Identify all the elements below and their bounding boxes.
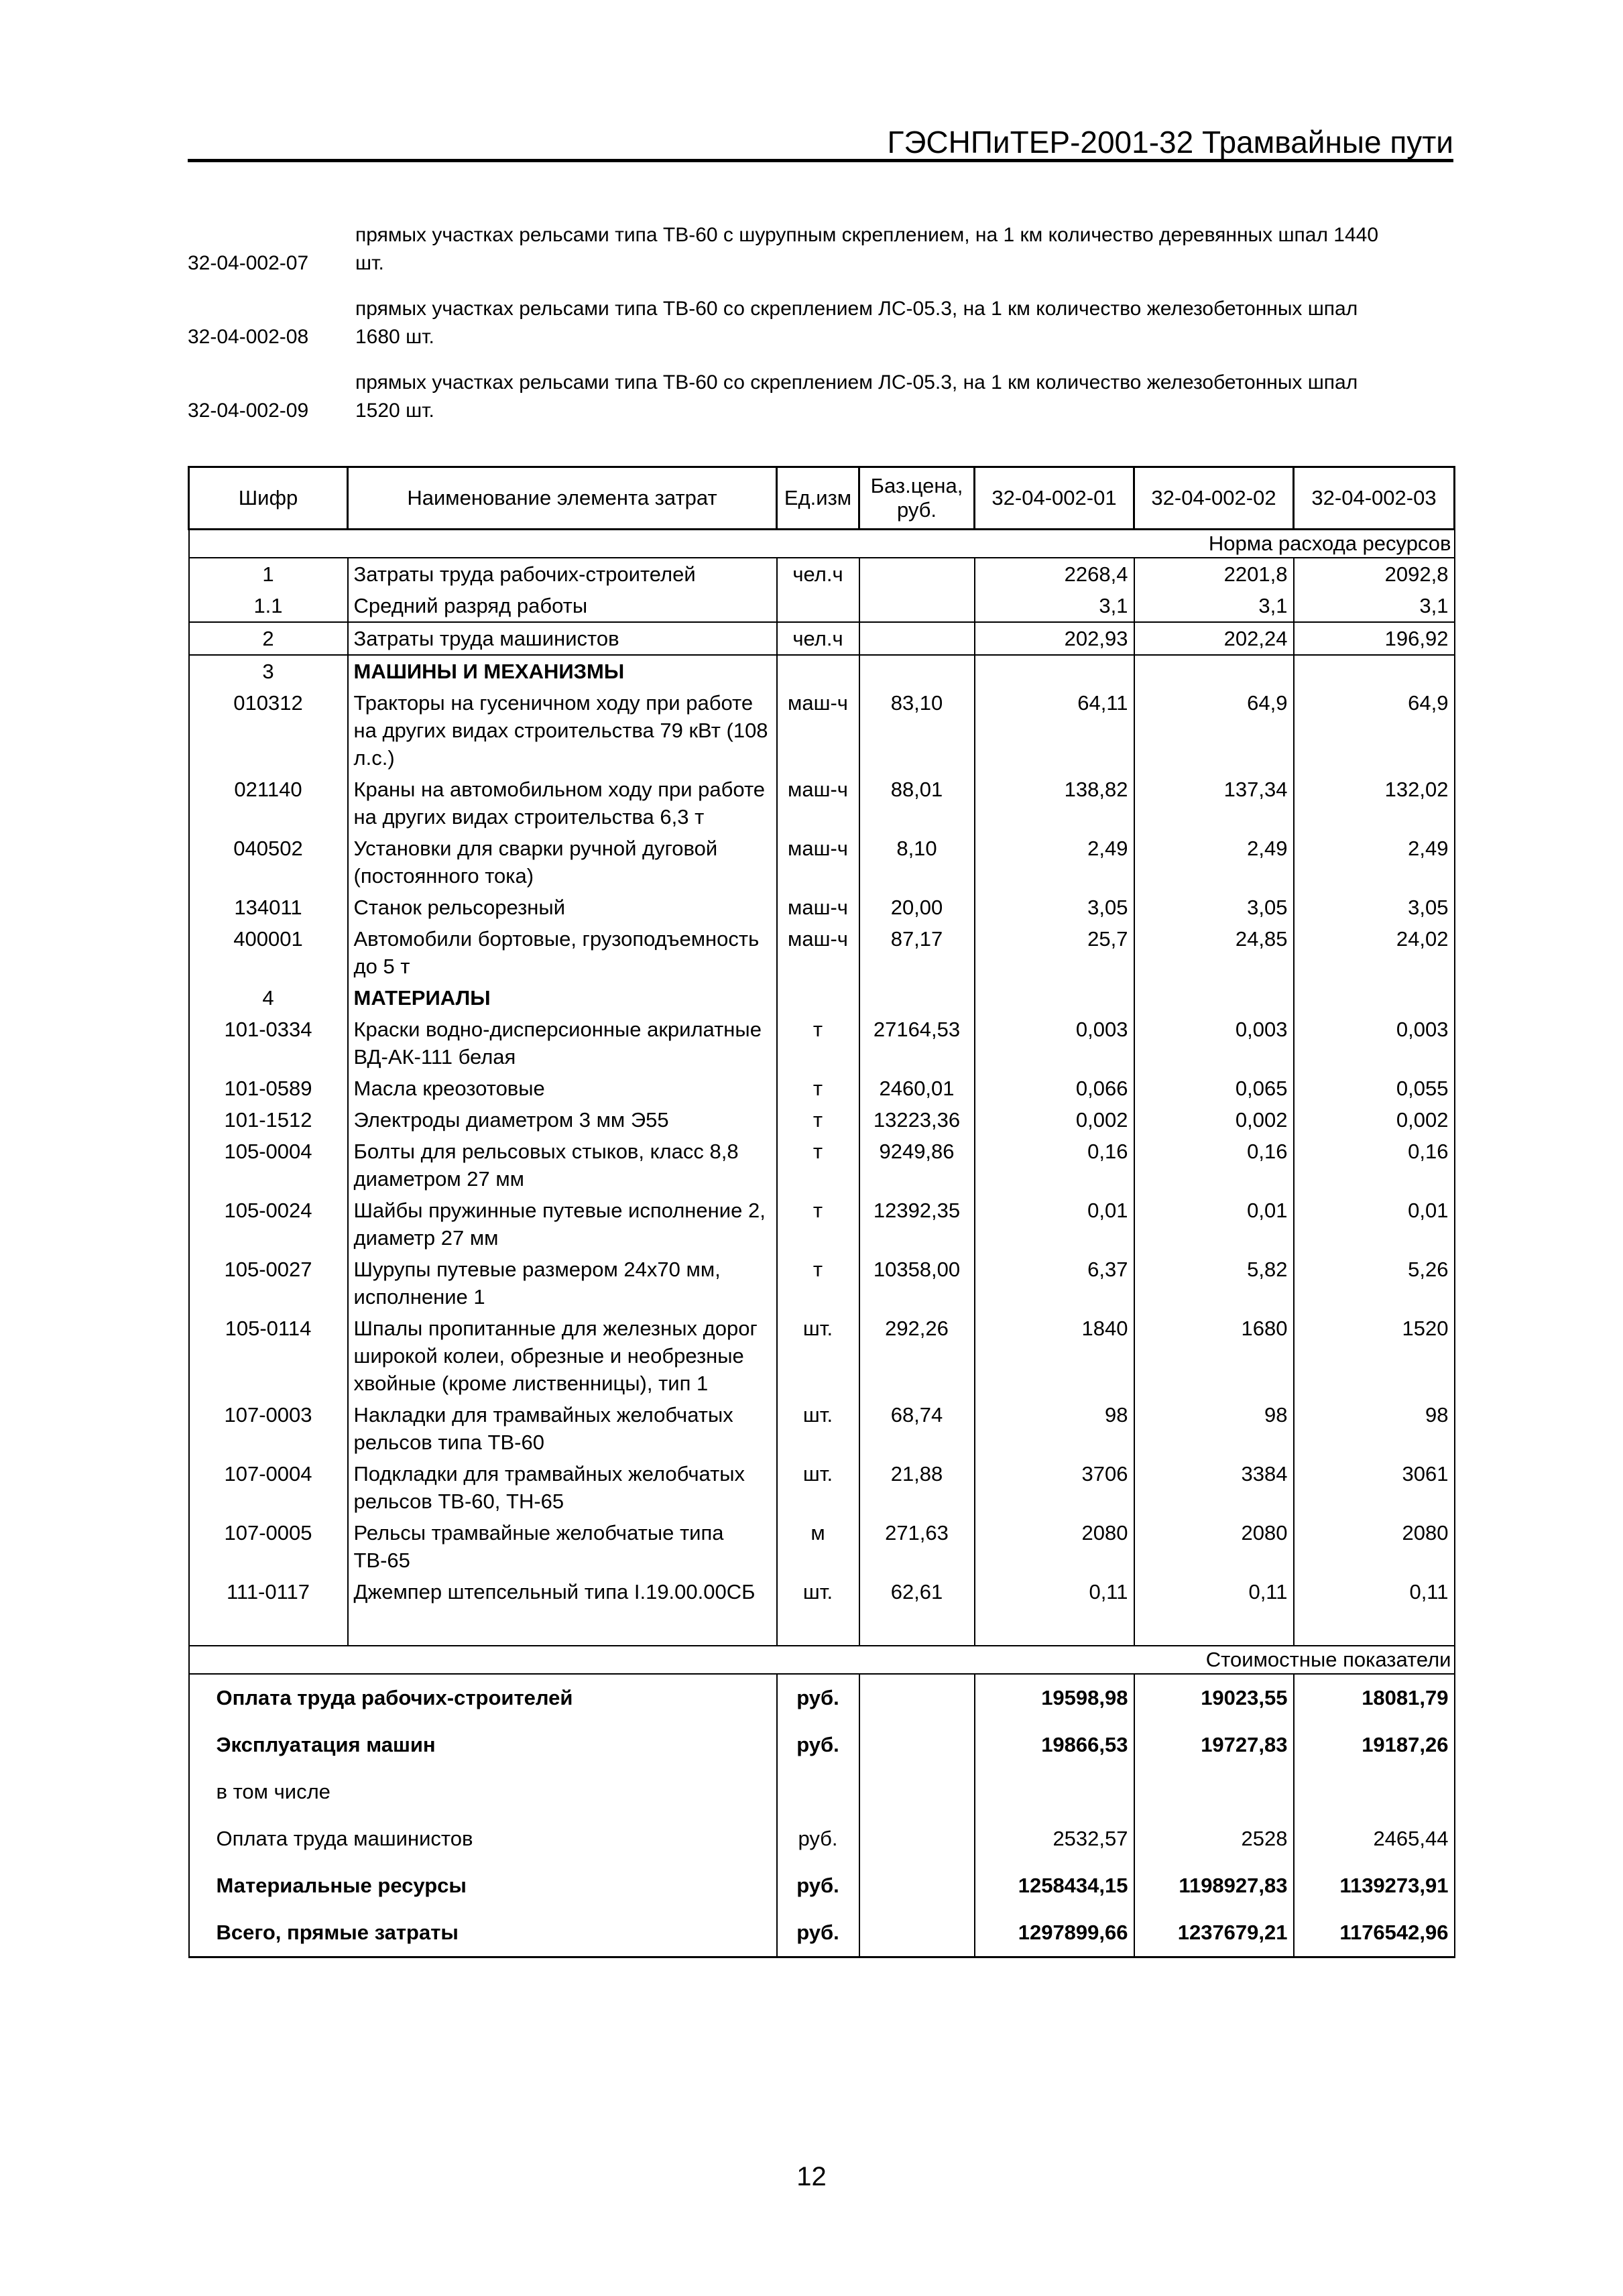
row-unit (777, 590, 859, 622)
description-text (355, 221, 1453, 278)
row-price (859, 655, 975, 687)
band-cost-label: Стоимостные показатели (189, 1646, 1455, 1674)
spacer-cell (975, 1608, 1134, 1646)
cost-row (189, 1862, 1455, 1909)
cost-value-1: 1297899,66 (975, 1909, 1134, 1957)
row-value-1: 3,1 (975, 590, 1134, 622)
row-value-3: 0,16 (1294, 1136, 1455, 1195)
row-value-2: 2201,8 (1134, 558, 1294, 590)
row-value-2: 0,065 (1134, 1073, 1294, 1104)
row-name: МАТЕРИАЛЫ (348, 982, 777, 1014)
description-text (355, 369, 1453, 425)
row-value-3: 3,1 (1294, 590, 1455, 622)
row-value-2: 0,003 (1134, 1014, 1294, 1073)
cost-row (189, 1909, 1455, 1957)
row-value-2 (1134, 655, 1294, 687)
row-value-2: 3,1 (1134, 590, 1294, 622)
cost-row (189, 1768, 1455, 1815)
description-line: 1680 шт. (355, 326, 434, 348)
table-row (189, 892, 1455, 923)
row-price: 62,61 (859, 1576, 975, 1608)
cost-price-empty (859, 1768, 975, 1815)
description-text (355, 295, 1453, 351)
cost-value-3: 19187,26 (1294, 1721, 1455, 1768)
table-row (189, 833, 1455, 892)
row-name: Шпалы пропитанные для железных дорог широкой колеи, обрезные и необрезные хвойные (кроме лиственницы), тип 1 (348, 1313, 777, 1399)
spacer-cell (348, 1608, 777, 1646)
row-unit: маш-ч (777, 833, 859, 892)
row-value-2: 202,24 (1134, 622, 1294, 655)
row-code: 101-0589 (189, 1073, 348, 1104)
table-row (189, 1517, 1455, 1576)
row-price: 271,63 (859, 1517, 975, 1576)
table-row (189, 923, 1455, 982)
cost-value-2: 2528 (1134, 1815, 1294, 1862)
row-code: 105-0027 (189, 1254, 348, 1313)
row-value-2: 0,16 (1134, 1136, 1294, 1195)
table-row (189, 655, 1455, 687)
table-row (189, 1399, 1455, 1458)
cost-value-2 (1134, 1768, 1294, 1815)
row-value-1: 25,7 (975, 923, 1134, 982)
row-value-3: 24,02 (1294, 923, 1455, 982)
description-code: 32-04-002-09 (188, 400, 309, 422)
row-value-1: 202,93 (975, 622, 1134, 655)
cost-value-3: 1139273,91 (1294, 1862, 1455, 1909)
row-value-3: 196,92 (1294, 622, 1455, 655)
table-row (189, 1313, 1455, 1399)
row-price: 8,10 (859, 833, 975, 892)
row-value-3: 1520 (1294, 1313, 1455, 1399)
cost-row (189, 1721, 1455, 1768)
row-value-2: 2,49 (1134, 833, 1294, 892)
row-price: 21,88 (859, 1458, 975, 1517)
row-price: 87,17 (859, 923, 975, 982)
table-row (189, 982, 1455, 1014)
row-code: 1 (189, 558, 348, 590)
header-unit: Ед.изм (777, 467, 859, 530)
row-value-1: 0,003 (975, 1014, 1134, 1073)
row-value-1: 0,11 (975, 1576, 1134, 1608)
header-col-3: 32-04-002-03 (1294, 467, 1455, 530)
row-value-2: 98 (1134, 1399, 1294, 1458)
row-unit: м (777, 1517, 859, 1576)
row-unit: маш-ч (777, 923, 859, 982)
cost-price-empty (859, 1815, 975, 1862)
row-unit: т (777, 1136, 859, 1195)
cost-value-1: 19598,98 (975, 1674, 1134, 1721)
table-row (189, 1458, 1455, 1517)
row-value-2: 24,85 (1134, 923, 1294, 982)
description-code: 32-04-002-08 (188, 326, 309, 348)
row-unit: шт. (777, 1313, 859, 1399)
table-row (189, 1195, 1455, 1254)
row-value-1: 98 (975, 1399, 1134, 1458)
row-price (859, 590, 975, 622)
header-col-1: 32-04-002-01 (975, 467, 1134, 530)
cost-label: Всего, прямые затраты (189, 1909, 777, 1957)
row-value-2: 0,11 (1134, 1576, 1294, 1608)
row-price: 83,10 (859, 687, 975, 774)
row-value-2: 3,05 (1134, 892, 1294, 923)
cost-value-1 (975, 1768, 1134, 1815)
row-name: Установки для сварки ручной дуговой (постоянного тока) (348, 833, 777, 892)
row-price: 9249,86 (859, 1136, 975, 1195)
spacer-cell (189, 1608, 348, 1646)
cost-value-1: 19866,53 (975, 1721, 1134, 1768)
row-name: Затраты труда рабочих-строителей (348, 558, 777, 590)
row-name: Болты для рельсовых стыков, класс 8,8 диаметром 27 мм (348, 1136, 777, 1195)
cost-unit: руб. (777, 1721, 859, 1768)
row-unit (777, 982, 859, 1014)
row-unit: т (777, 1254, 859, 1313)
cost-value-3 (1294, 1768, 1455, 1815)
row-name: МАШИНЫ И МЕХАНИЗМЫ (348, 655, 777, 687)
row-value-2: 2080 (1134, 1517, 1294, 1576)
cost-value-1: 1258434,15 (975, 1862, 1134, 1909)
row-value-2 (1134, 982, 1294, 1014)
row-value-3: 3,05 (1294, 892, 1455, 923)
row-value-1 (975, 655, 1134, 687)
table-row (189, 1254, 1455, 1313)
row-code: 134011 (189, 892, 348, 923)
band-cost-row (189, 1646, 1455, 1674)
row-name: Шурупы путевые размером 24х70 мм, исполнение 1 (348, 1254, 777, 1313)
row-value-1: 2,49 (975, 833, 1134, 892)
cost-value-3: 1176542,96 (1294, 1909, 1455, 1957)
row-code: 105-0114 (189, 1313, 348, 1399)
row-price (859, 982, 975, 1014)
header-rule (188, 159, 1453, 162)
spacer-cell (859, 1608, 975, 1646)
description-line: шт. (355, 252, 384, 274)
spacer-cell (1294, 1608, 1455, 1646)
cost-unit: руб. (777, 1674, 859, 1721)
row-name: Электроды диаметром 3 мм Э55 (348, 1104, 777, 1136)
cost-unit: руб. (777, 1815, 859, 1862)
cost-price-empty (859, 1862, 975, 1909)
row-code: 1.1 (189, 590, 348, 622)
row-unit: т (777, 1104, 859, 1136)
row-unit: чел.ч (777, 558, 859, 590)
table-header-row (189, 467, 1455, 530)
row-code: 3 (189, 655, 348, 687)
row-value-2: 137,34 (1134, 774, 1294, 833)
row-code: 107-0003 (189, 1399, 348, 1458)
row-value-2: 1680 (1134, 1313, 1294, 1399)
row-value-3: 2,49 (1294, 833, 1455, 892)
row-value-3 (1294, 982, 1455, 1014)
row-code: 111-0117 (189, 1576, 348, 1608)
row-value-1: 1840 (975, 1313, 1134, 1399)
cost-value-1: 2532,57 (975, 1815, 1134, 1862)
row-value-3: 0,002 (1294, 1104, 1455, 1136)
table-spacer-row (189, 1608, 1455, 1646)
row-unit: шт. (777, 1399, 859, 1458)
cost-unit: руб. (777, 1909, 859, 1957)
cost-value-3: 2465,44 (1294, 1815, 1455, 1862)
row-price: 88,01 (859, 774, 975, 833)
row-value-1: 3,05 (975, 892, 1134, 923)
row-name: Накладки для трамвайных желобчатых рельсов типа ТВ-60 (348, 1399, 777, 1458)
row-value-3: 3061 (1294, 1458, 1455, 1517)
row-price (859, 622, 975, 655)
row-code: 4 (189, 982, 348, 1014)
row-value-1: 0,16 (975, 1136, 1134, 1195)
row-name: Подкладки для трамвайных желобчатых рельсов ТВ-60, ТН-65 (348, 1458, 777, 1517)
cost-value-2: 1237679,21 (1134, 1909, 1294, 1957)
row-code: 400001 (189, 923, 348, 982)
row-code: 105-0004 (189, 1136, 348, 1195)
row-name: Краски водно-дисперсионные акрилатные ВД-АК-111 белая (348, 1014, 777, 1073)
row-name: Масла креозотовые (348, 1073, 777, 1104)
row-value-3: 98 (1294, 1399, 1455, 1458)
row-price: 2460,01 (859, 1073, 975, 1104)
row-value-1: 138,82 (975, 774, 1134, 833)
row-code: 107-0005 (189, 1517, 348, 1576)
description-line: прямых участках рельсами типа ТВ-60 со скреплением ЛС-05.3, на 1 км количество железобетонных шпал (355, 298, 1358, 320)
cost-price-empty (859, 1674, 975, 1721)
row-name: Автомобили бортовые, грузоподъемность до 5 т (348, 923, 777, 982)
page-number: 12 (796, 2162, 827, 2191)
row-value-2: 3384 (1134, 1458, 1294, 1517)
table-row (189, 774, 1455, 833)
row-value-1: 0,01 (975, 1195, 1134, 1254)
cost-label: Оплата труда машинистов (189, 1815, 777, 1862)
cost-unit: руб. (777, 1862, 859, 1909)
row-value-1: 64,11 (975, 687, 1134, 774)
cost-row (189, 1815, 1455, 1862)
row-value-2: 0,01 (1134, 1195, 1294, 1254)
row-price: 292,26 (859, 1313, 975, 1399)
row-value-3: 0,003 (1294, 1014, 1455, 1073)
band-norm-label: Норма расхода ресурсов (189, 530, 1455, 558)
row-price: 68,74 (859, 1399, 975, 1458)
table-row (189, 1073, 1455, 1104)
header-name: Наименование элемента затрат (348, 467, 777, 530)
row-value-3: 0,01 (1294, 1195, 1455, 1254)
row-price: 10358,00 (859, 1254, 975, 1313)
row-name: Средний разряд работы (348, 590, 777, 622)
row-value-2: 0,002 (1134, 1104, 1294, 1136)
table-row (189, 1136, 1455, 1195)
row-unit: маш-ч (777, 892, 859, 923)
table-row (189, 622, 1455, 655)
cost-value-2: 19023,55 (1134, 1674, 1294, 1721)
description-item (188, 295, 1453, 351)
row-value-1: 6,37 (975, 1254, 1134, 1313)
description-item (188, 369, 1453, 425)
row-name: Краны на автомобильном ходу при работе на других видах строительства 6,3 т (348, 774, 777, 833)
cost-price-empty (859, 1721, 975, 1768)
cost-value-2: 19727,83 (1134, 1721, 1294, 1768)
running-header: ГЭСНПиТЕР-2001-32 Трамвайные пути (887, 125, 1453, 160)
table-row (189, 1014, 1455, 1073)
row-name: Затраты труда машинистов (348, 622, 777, 655)
row-value-2: 5,82 (1134, 1254, 1294, 1313)
cost-unit (777, 1768, 859, 1815)
table-row (189, 1576, 1455, 1608)
row-value-3: 2092,8 (1294, 558, 1455, 590)
row-value-3: 132,02 (1294, 774, 1455, 833)
row-unit (777, 655, 859, 687)
row-value-1: 3706 (975, 1458, 1134, 1517)
row-name: Шайбы пружинные путевые исполнение 2, диаметр 27 мм (348, 1195, 777, 1254)
row-price: 12392,35 (859, 1195, 975, 1254)
row-value-1: 0,002 (975, 1104, 1134, 1136)
row-code: 107-0004 (189, 1458, 348, 1517)
row-value-1: 2080 (975, 1517, 1134, 1576)
cost-row (189, 1674, 1455, 1721)
description-item (188, 221, 1453, 278)
resource-norms-table (188, 466, 1455, 1958)
row-value-3: 2080 (1294, 1517, 1455, 1576)
row-unit: шт. (777, 1576, 859, 1608)
row-value-3: 5,26 (1294, 1254, 1455, 1313)
row-unit: т (777, 1195, 859, 1254)
row-value-3: 0,11 (1294, 1576, 1455, 1608)
row-name: Станок рельсорезный (348, 892, 777, 923)
row-unit: чел.ч (777, 622, 859, 655)
cost-value-2: 1198927,83 (1134, 1862, 1294, 1909)
row-unit: т (777, 1073, 859, 1104)
description-line: 1520 шт. (355, 400, 434, 422)
table-row (189, 687, 1455, 774)
row-unit: т (777, 1014, 859, 1073)
row-code: 040502 (189, 833, 348, 892)
row-value-1: 2268,4 (975, 558, 1134, 590)
row-unit: маш-ч (777, 774, 859, 833)
description-code: 32-04-002-07 (188, 252, 309, 274)
row-value-2: 64,9 (1134, 687, 1294, 774)
row-value-1: 0,066 (975, 1073, 1134, 1104)
row-value-3: 64,9 (1294, 687, 1455, 774)
table-row (189, 1104, 1455, 1136)
row-code: 101-0334 (189, 1014, 348, 1073)
row-code: 010312 (189, 687, 348, 774)
row-code: 105-0024 (189, 1195, 348, 1254)
header-code: Шифр (189, 467, 348, 530)
row-value-3 (1294, 655, 1455, 687)
row-price: 20,00 (859, 892, 975, 923)
row-code: 2 (189, 622, 348, 655)
row-price: 13223,36 (859, 1104, 975, 1136)
description-line: прямых участках рельсами типа ТВ-60 с шурупным скреплением, на 1 км количество деревянных шпал 1440 (355, 224, 1379, 246)
row-unit: маш-ч (777, 687, 859, 774)
cost-label: Материальные ресурсы (189, 1862, 777, 1909)
row-value-1 (975, 982, 1134, 1014)
spacer-cell (1134, 1608, 1294, 1646)
row-name: Рельсы трамвайные желобчатые типа ТВ-65 (348, 1517, 777, 1576)
row-name: Джемпер штепсельный типа I.19.00.00СБ (348, 1576, 777, 1608)
header-col-2: 32-04-002-02 (1134, 467, 1294, 530)
row-unit: шт. (777, 1458, 859, 1517)
header-price: Баз.цена, руб. (859, 467, 975, 530)
row-price: 27164,53 (859, 1014, 975, 1073)
table-row (189, 590, 1455, 622)
description-line: прямых участках рельсами типа ТВ-60 со скреплением ЛС-05.3, на 1 км количество железобетонных шпал (355, 371, 1358, 394)
row-value-3: 0,055 (1294, 1073, 1455, 1104)
row-price (859, 558, 975, 590)
spacer-cell (777, 1608, 859, 1646)
cost-value-3: 18081,79 (1294, 1674, 1455, 1721)
cost-label: в том числе (189, 1768, 777, 1815)
cost-label: Эксплуатация машин (189, 1721, 777, 1768)
table-row (189, 558, 1455, 590)
cost-price-empty (859, 1909, 975, 1957)
row-code: 021140 (189, 774, 348, 833)
band-norm-row (189, 530, 1455, 558)
row-code: 101-1512 (189, 1104, 348, 1136)
cost-label: Оплата труда рабочих-строителей (189, 1674, 777, 1721)
row-name: Тракторы на гусеничном ходу при работе на других видах строительства 79 кВт (108 л.с.) (348, 687, 777, 774)
